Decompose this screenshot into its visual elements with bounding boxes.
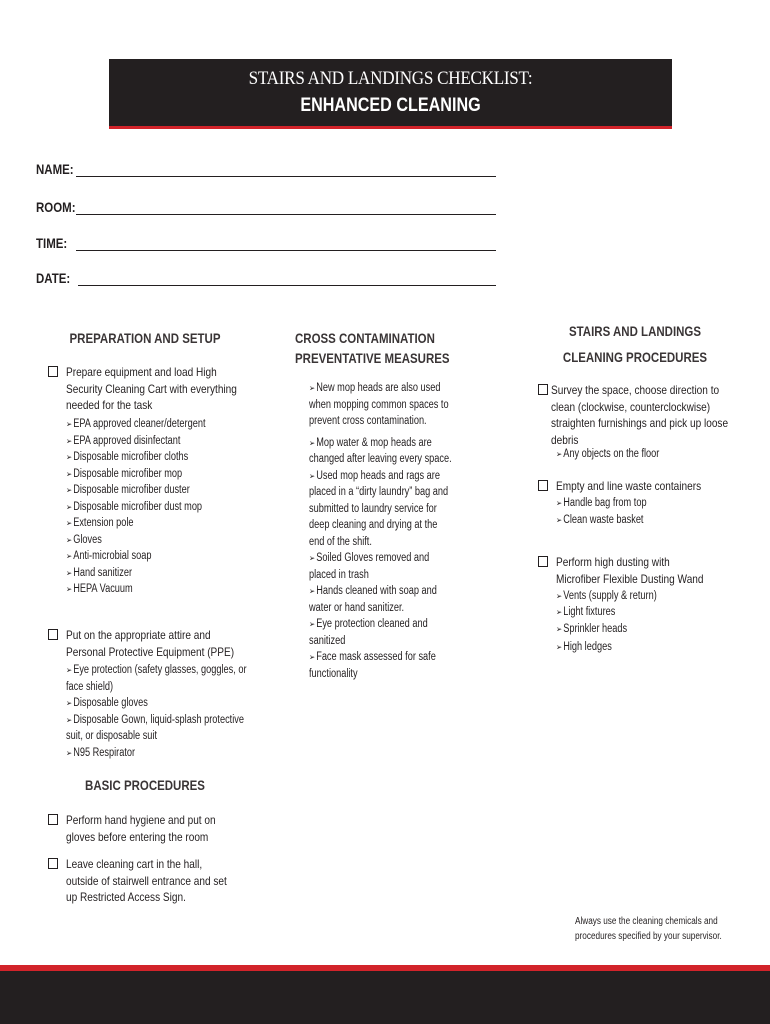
arrow-bullet-icon: ➢ xyxy=(66,419,73,429)
date-line[interactable] xyxy=(78,285,496,286)
list-item: ➢Mop water & mop heads are changed after leaving every space. xyxy=(309,436,452,465)
list-item: ➢Disposable microfiber mop xyxy=(66,466,206,483)
room-line[interactable] xyxy=(76,214,496,215)
arrow-bullet-icon: ➢ xyxy=(66,518,73,528)
prep-task-1-list xyxy=(66,416,240,598)
arrow-bullet-icon: ➢ xyxy=(66,501,73,512)
prep-task-2 xyxy=(48,627,276,660)
list-item: ➢Clean waste basket xyxy=(556,512,647,529)
basic-task-2 xyxy=(48,856,266,906)
list-item: ➢Eye protection cleaned and sanitized xyxy=(309,618,428,647)
list-item: ➢HEPA Vacuum xyxy=(66,581,206,598)
checkbox-icon[interactable] xyxy=(538,384,548,395)
stairs-task-1 xyxy=(538,382,769,448)
list-item: ➢Eye protection (safety glasses, goggles, or face shield) xyxy=(66,664,247,693)
stairs-task-1-text: Survey the space, choose direction to clean (clockwise, counterclockwise) straighten furnishings and pick up loose debris xyxy=(551,383,729,447)
arrow-bullet-icon: ➢ xyxy=(66,551,73,561)
checkbox-icon[interactable] xyxy=(48,366,58,377)
supervisor-note: Always use the cleaning chemicals and procedures specified by your supervisor. xyxy=(575,916,722,942)
room-label: ROOM: xyxy=(36,199,76,215)
date-label: DATE: xyxy=(36,270,71,286)
stairs-heading: STAIRS AND LANDINGS CLEANING PROCEDURES xyxy=(562,323,708,365)
list-item: ➢Face mask assessed for safe functionality xyxy=(309,651,436,680)
arrow-bullet-icon: ➢ xyxy=(309,470,316,481)
list-item: ➢Disposable microfiber cloths xyxy=(66,449,206,466)
arrow-bullet-icon: ➢ xyxy=(66,665,73,675)
prep-task-1-text: Prepare equipment and load High Security Cleaning Cart with everything needed for the task xyxy=(66,365,237,412)
list-item: ➢New mop heads are also used when mopping common spaces to prevent cross contamination. xyxy=(309,382,449,427)
list-item: ➢High ledges xyxy=(556,640,657,656)
list-item: ➢Disposable microfiber duster xyxy=(66,482,206,499)
basic-task-1 xyxy=(48,812,266,845)
page-title: STAIRS AND LANDINGS CHECKLIST: xyxy=(248,68,533,89)
checkbox-icon[interactable] xyxy=(48,629,58,640)
arrow-bullet-icon: ➢ xyxy=(309,437,316,448)
basic-task-1-text: Perform hand hygiene and put on gloves before entering the room xyxy=(66,813,216,844)
arrow-bullet-icon: ➢ xyxy=(66,435,73,446)
list-item: ➢Vents (supply & return) xyxy=(556,589,657,605)
arrow-bullet-icon: ➢ xyxy=(66,468,73,479)
list-item: ➢Anti-microbial soap xyxy=(66,548,206,565)
arrow-bullet-icon: ➢ xyxy=(556,641,563,652)
list-item: ➢Hand sanitizer xyxy=(66,565,206,582)
list-item: ➢Handle bag from top xyxy=(556,495,647,512)
stairs-task-3 xyxy=(538,554,746,587)
checkbox-icon[interactable] xyxy=(538,480,548,491)
basic-task-2-text: Leave cleaning cart in the hall, outside of stairwell entrance and set up Restricted Access Sign. xyxy=(66,857,227,904)
basic-heading: BASIC PROCEDURES xyxy=(85,777,205,793)
list-item: ➢Disposable gloves xyxy=(66,695,250,712)
arrow-bullet-icon: ➢ xyxy=(556,624,563,634)
checkbox-icon[interactable] xyxy=(48,858,58,869)
time-line[interactable] xyxy=(76,250,496,251)
list-item: ➢Extension pole xyxy=(66,515,206,532)
arrow-bullet-icon: ➢ xyxy=(66,567,73,578)
list-item: ➢Sprinkler heads xyxy=(556,622,657,638)
list-item: ➢EPA approved cleaner/detergent xyxy=(66,416,206,433)
arrow-bullet-icon: ➢ xyxy=(66,698,73,708)
stairs-task-2-list xyxy=(556,495,669,528)
footer-bar xyxy=(0,971,770,1024)
list-item: ➢Hands cleaned with soap and water or hand sanitizer. xyxy=(309,585,437,614)
list-item: ➢N95 Respirator xyxy=(66,745,250,762)
stairs-task-3-list xyxy=(556,589,682,655)
list-item: ➢EPA approved disinfectant xyxy=(66,433,206,450)
arrow-bullet-icon: ➢ xyxy=(309,652,316,662)
arrow-bullet-icon: ➢ xyxy=(66,747,73,758)
list-item: ➢Soiled Gloves removed and placed in trash xyxy=(309,552,430,581)
list-item: ➢Used mop heads and rags are placed in a “dirty laundry” bag and submitted to laundry service for deep cleaning and drying at the end of the shift. xyxy=(309,469,449,548)
prep-task-2-list xyxy=(66,662,296,761)
cross-list xyxy=(309,380,489,682)
stairs-task-2-text: Empty and line waste containers xyxy=(556,479,702,493)
arrow-bullet-icon: ➢ xyxy=(309,553,316,563)
checkbox-icon[interactable] xyxy=(538,556,548,567)
stairs-task-1-list xyxy=(556,446,685,463)
time-label: TIME: xyxy=(36,235,68,251)
stairs-task-3-text: Perform high dusting with Microfiber Flexible Dusting Wand xyxy=(556,555,704,586)
list-item: ➢Disposable microfiber dust mop xyxy=(66,499,206,516)
page-subtitle: ENHANCED CLEANING xyxy=(300,95,481,116)
arrow-bullet-icon: ➢ xyxy=(556,498,563,508)
prep-task-1 xyxy=(48,364,291,414)
room-field[interactable] xyxy=(36,195,496,217)
arrow-bullet-icon: ➢ xyxy=(66,584,73,594)
arrow-bullet-icon: ➢ xyxy=(309,383,316,393)
list-item: ➢Any objects on the floor xyxy=(556,446,659,463)
list-item: ➢Gloves xyxy=(66,532,206,549)
name-field[interactable] xyxy=(36,157,496,179)
arrow-bullet-icon: ➢ xyxy=(556,591,563,601)
arrow-bullet-icon: ➢ xyxy=(66,714,73,725)
date-field[interactable] xyxy=(36,266,496,288)
arrow-bullet-icon: ➢ xyxy=(309,619,316,629)
list-item: ➢Disposable Gown, liquid-splash protective suit, or disposable suit xyxy=(66,713,244,742)
prep-task-2-text: Put on the appropriate attire and Personal Protective Equipment (PPE) xyxy=(66,628,235,659)
name-line[interactable] xyxy=(76,176,496,177)
checkbox-icon[interactable] xyxy=(48,814,58,825)
arrow-bullet-icon: ➢ xyxy=(309,586,316,596)
list-item: ➢Light fixtures xyxy=(556,605,657,621)
time-field[interactable] xyxy=(36,231,496,253)
cross-heading: CROSS CONTAMINATION PREVENTATIVE MEASURES xyxy=(295,330,450,366)
arrow-bullet-icon: ➢ xyxy=(66,534,73,545)
preparation-heading: PREPARATION AND SETUP xyxy=(69,330,221,346)
stairs-task-2 xyxy=(538,478,766,495)
arrow-bullet-icon: ➢ xyxy=(66,452,73,462)
title-banner xyxy=(109,59,672,129)
arrow-bullet-icon: ➢ xyxy=(556,606,563,617)
arrow-bullet-icon: ➢ xyxy=(66,485,73,495)
arrow-bullet-icon: ➢ xyxy=(556,449,563,459)
arrow-bullet-icon: ➢ xyxy=(556,514,563,525)
name-label: NAME: xyxy=(36,161,74,177)
